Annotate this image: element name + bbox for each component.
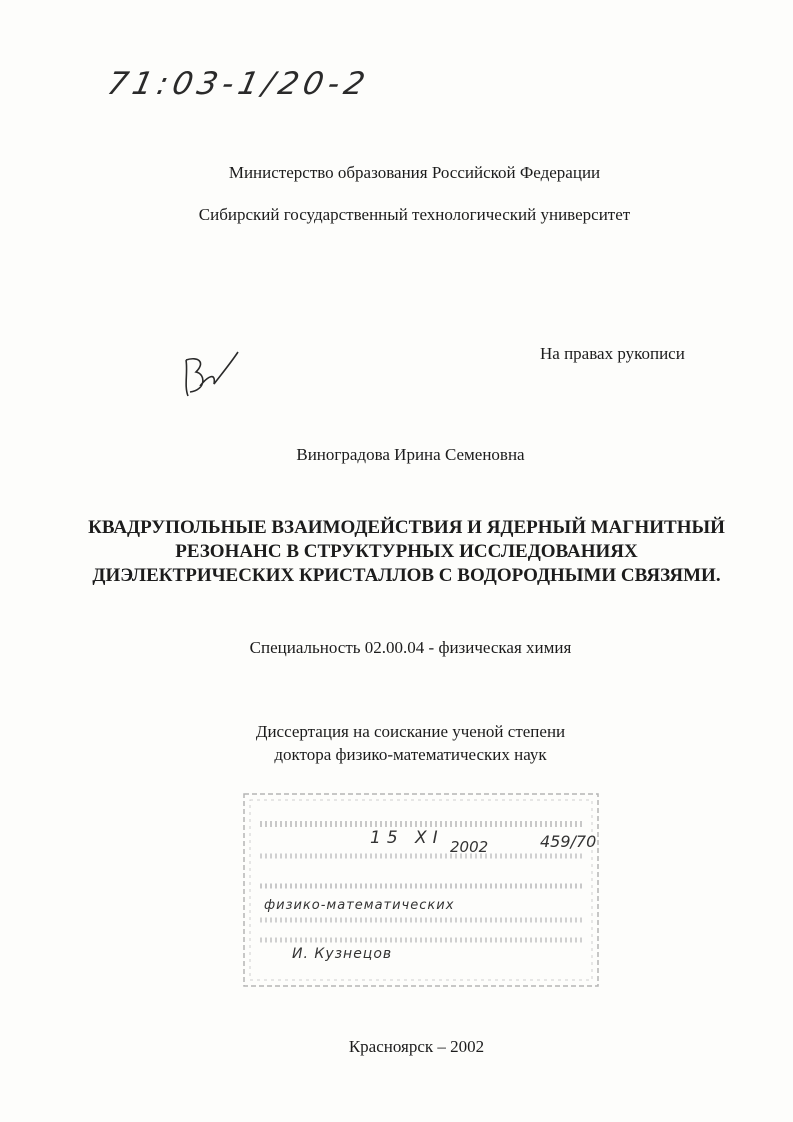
stamp-year: 2002 [450,838,489,856]
title-line: РЕЗОНАНС В СТРУКТУРНЫХ ИССЛЕДОВАНИЯХ [175,541,638,562]
degree-line-1: Диссертация на соискание ученой степени [255,722,566,741]
signature-mark-icon [176,346,246,402]
specialty-line: Специальность 02.00.04 - физическая химия [249,638,572,657]
title-line: КВАДРУПОЛЬНЫЕ ВЗАИМОДЕЙСТВИЯ И ЯДЕРНЫЙ МАГНИТНЫЙ [88,517,725,538]
title-line: ДИЭЛЕКТРИЧЕСКИХ КРИСТАЛЛОВ С ВОДОРОДНЫМИ СВЯЗЯМИ. [92,565,721,586]
author-name: Виноградова Ирина Семеновна [296,445,525,464]
stamp-field: физико-математических [264,898,455,913]
dissertation-title [60,516,753,588]
ministry-name: Министерство образования Российской Федерации [228,163,601,182]
degree-line-2: доктора физико-математических наук [274,745,547,764]
stamp-number: 459/70 [540,832,597,851]
university-name: Сибирский государственный технологический университет [198,205,631,224]
city-year: Красноярск – 2002 [348,1037,485,1056]
dissertation-degree [14,720,793,766]
archive-number: 71:03-1/20-2 [104,66,373,102]
library-stamp [240,790,602,990]
stamp-date: 15 XI [370,828,444,848]
stamp-signature: И. Кузнецов [292,946,393,962]
rights-note: На правах рукописи [540,344,685,363]
